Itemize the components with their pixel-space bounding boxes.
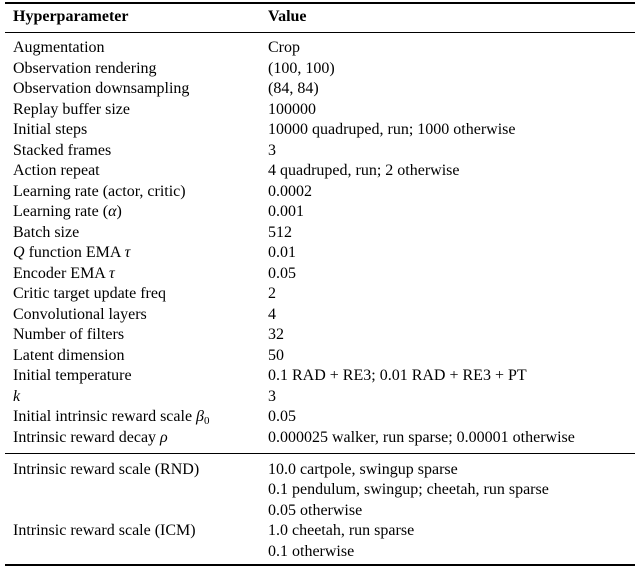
value-learning-rate-actor-critic: 0.0002	[268, 182, 312, 200]
value-initial-steps: 10000 quadruped, run; 1000 otherwise	[268, 121, 516, 138]
param-observation-downsampling: Observation downsampling	[13, 80, 190, 97]
param-text: function EMA	[24, 244, 125, 261]
param-observation-rendering: Observation rendering	[13, 59, 157, 77]
param-q-function-ema-tau	[13, 243, 130, 263]
value-k: 3	[268, 387, 276, 405]
param-augmentation: Augmentation	[13, 39, 105, 56]
param-k	[13, 387, 20, 407]
param-number-of-filters: Number of filters	[13, 326, 125, 343]
value-stacked-frames: 3	[268, 141, 276, 159]
value-learning-rate-alpha: 0.001	[268, 203, 304, 220]
value-rnd-line-3: 0.05 otherwise	[268, 501, 363, 519]
value-initial-intrinsic-reward-scale: 0.05	[268, 408, 296, 425]
tau-symbol: τ	[108, 264, 115, 282]
value-rnd-line-1: 10.0 cartpole, swingup sparse	[268, 460, 458, 478]
section-rule	[5, 453, 635, 454]
beta-symbol: β	[196, 408, 205, 425]
value-batch-size: 512	[268, 223, 292, 241]
param-critic-target-update-freq: Critic target update freq	[13, 285, 166, 302]
header-rule	[5, 32, 635, 33]
param-text: )	[116, 203, 122, 220]
param-action-repeat: Action repeat	[13, 162, 100, 179]
value-intrinsic-reward-decay: 0.000025 walker, run sparse; 0.00001 otherwise	[268, 428, 575, 446]
value-number-of-filters: 32	[268, 326, 284, 343]
param-intrinsic-reward-scale-rnd: Intrinsic reward scale (RND)	[13, 460, 200, 478]
param-text: Initial intrinsic reward scale	[13, 408, 197, 425]
param-text: Intrinsic reward decay	[13, 428, 161, 446]
param-initial-temperature: Initial temperature	[13, 367, 132, 384]
param-convolutional-layers: Convolutional layers	[13, 305, 147, 323]
value-latent-dimension: 50	[268, 346, 284, 364]
value-action-repeat: 4 quadruped, run; 2 otherwise	[268, 162, 460, 179]
tau-symbol: τ	[124, 244, 131, 261]
value-q-function-ema-tau: 0.01	[268, 244, 296, 261]
rho-symbol: ρ	[160, 428, 168, 446]
param-text: Encoder EMA	[13, 264, 109, 282]
value-augmentation: Crop	[268, 39, 300, 56]
k-symbol: k	[13, 387, 21, 405]
value-icm-line-2: 0.1 otherwise	[268, 542, 355, 560]
value-encoder-ema-tau: 0.05	[268, 264, 296, 282]
beta-subscript: 0	[204, 415, 210, 427]
q-symbol: Q	[13, 244, 25, 261]
value-observation-downsampling: (84, 84)	[268, 80, 319, 97]
value-initial-temperature: 0.1 RAD + RE3; 0.01 RAD + RE3 + PT	[268, 367, 527, 384]
value-replay-buffer-size: 100000	[268, 100, 316, 118]
param-learning-rate-alpha	[13, 202, 122, 222]
header-value: Value	[268, 8, 307, 25]
table-top-rule	[5, 2, 635, 4]
param-stacked-frames: Stacked frames	[13, 141, 112, 159]
param-initial-intrinsic-reward-scale	[13, 407, 210, 427]
value-convolutional-layers: 4	[268, 305, 276, 323]
value-observation-rendering: (100, 100)	[268, 59, 335, 77]
param-latent-dimension: Latent dimension	[13, 346, 125, 364]
param-replay-buffer-size: Replay buffer size	[13, 100, 130, 118]
header-hyperparameter: Hyperparameter	[13, 8, 129, 25]
param-initial-steps: Initial steps	[13, 121, 88, 138]
param-batch-size: Batch size	[13, 223, 80, 241]
param-encoder-ema-tau	[13, 264, 115, 284]
alpha-symbol: α	[108, 203, 117, 220]
param-intrinsic-reward-decay	[13, 428, 168, 448]
param-text: Learning rate (	[13, 203, 109, 220]
table-bottom-rule	[5, 564, 635, 566]
value-icm-line-1: 1.0 cheetah, run sparse	[268, 522, 415, 539]
param-learning-rate-actor-critic: Learning rate (actor, critic)	[13, 182, 186, 200]
value-rnd-line-2: 0.1 pendulum, swingup; cheetah, run sparse	[268, 481, 549, 498]
value-critic-target-update-freq: 2	[268, 285, 276, 302]
param-intrinsic-reward-scale-icm: Intrinsic reward scale (ICM)	[13, 522, 196, 539]
